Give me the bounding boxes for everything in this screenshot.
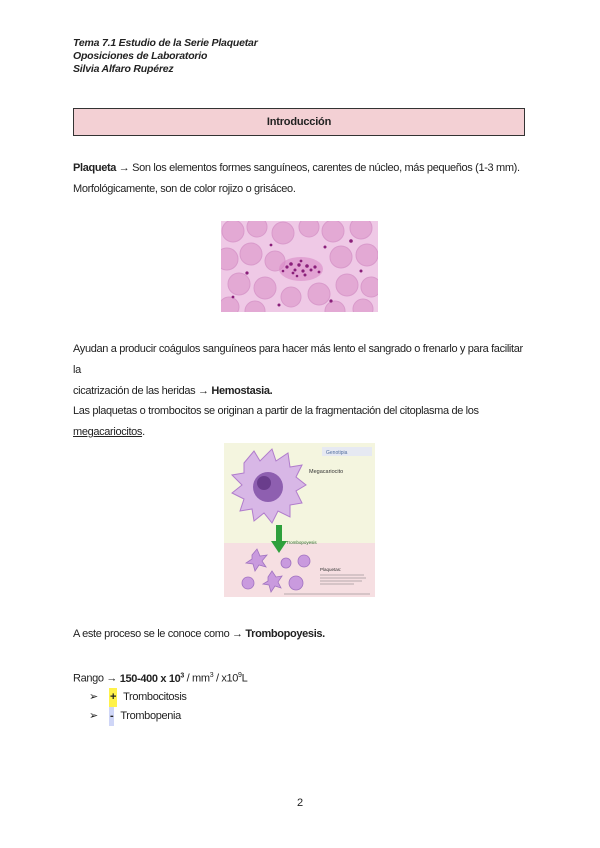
paragraph-trombopoyesis (73, 624, 533, 645)
list-item (89, 707, 187, 726)
list-item (89, 688, 187, 707)
label-megacariocito: Megacariocito (309, 469, 344, 475)
paragraph-origin (73, 401, 533, 443)
range-exponent: 3 (180, 672, 184, 679)
bullet-list (89, 688, 187, 726)
platelet-micrograph (221, 221, 378, 312)
period: . (142, 426, 145, 438)
term-plaqueta: Plaqueta (73, 162, 117, 174)
paragraph-text: Son los elementos formes sanguíneos, carentes de núcleo, más pequeños (1-3 mm). (132, 162, 520, 174)
term-hemostasia: Hemostasia. (211, 385, 273, 397)
page-number: 2 (296, 797, 304, 809)
paragraph-range (73, 665, 533, 690)
range-label: Rango → (73, 672, 118, 685)
unit-x10: / x10 (213, 672, 239, 685)
bullet-label: Trombopenia (120, 710, 181, 722)
brand-logo: Genotipia (326, 450, 348, 456)
paragraph-text: Las plaquetas o trombocitos se originan a partir de la fragmentación del citoplasma de los (73, 405, 479, 417)
minus-marker: - (109, 707, 114, 726)
arrow: → (118, 162, 130, 174)
label-plaquetas: Plaquetas: (320, 567, 342, 572)
term-megacariocitos: megacariocitos (73, 426, 143, 438)
document-header (73, 37, 258, 76)
paragraph-text: Morfológicamente, son de color rojizo o grisáceo. (73, 183, 296, 195)
unit-mm: / mm (183, 672, 210, 685)
range-number: 150-400 x 10 (119, 672, 181, 685)
paragraph-text: cicatrización de las heridas → (73, 385, 209, 397)
section-title-box (73, 108, 525, 136)
plus-marker: + (109, 688, 117, 707)
header-title: Tema 7.1 Estudio de la Serie Plaquetar (73, 37, 258, 49)
unit-liter: L (241, 672, 248, 685)
megakaryocyte-diagram (224, 443, 375, 597)
paragraph-text: Ayudan a producir coágulos sanguíneos para hacer más lento el sangrado o frenarlo y para facilitar la (73, 343, 523, 376)
unit-mm-exponent: 3 (209, 672, 214, 679)
label-trombopoyesis: Trombopoyesis (286, 540, 317, 545)
bullet-label: Trombocitosis (123, 691, 187, 703)
term-trombopoyesis: Trombopoyesis. (245, 628, 325, 640)
header-subtitle: Oposiciones de Laboratorio (73, 50, 208, 62)
section-title: Introducción (266, 116, 332, 128)
arrow-bullet-icon: ➢ (89, 691, 98, 703)
arrow-bullet-icon: ➢ (89, 710, 98, 722)
paragraph-hemostasia (73, 339, 533, 402)
range-value (120, 673, 184, 685)
paragraph-text: A este proceso se le conoce como → (73, 628, 243, 640)
header-author: Silvia Alfaro Rupérez (73, 63, 174, 75)
unit-x10-exponent: 9 (238, 672, 242, 679)
paragraph-plaqueta (73, 158, 533, 200)
